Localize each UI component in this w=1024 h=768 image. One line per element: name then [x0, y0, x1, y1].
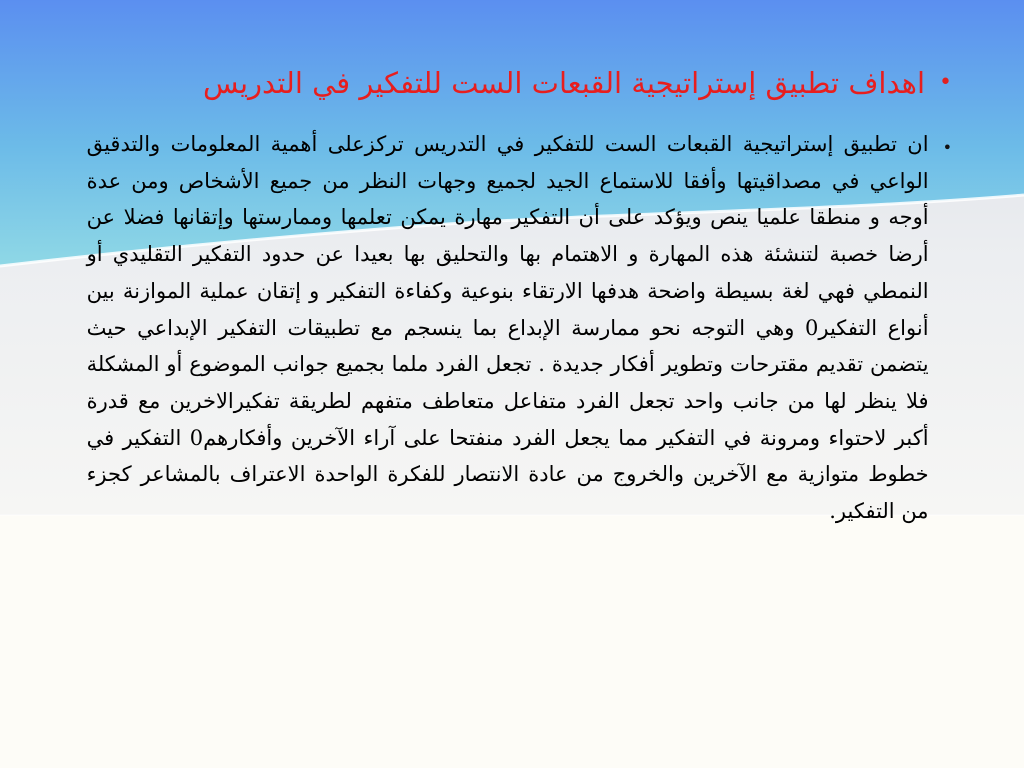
bullet-icon: •: [939, 70, 952, 96]
slide-title: اهداف تطبيق إستراتيجية القبعات الست للتفكير في التدريس: [202, 66, 926, 100]
slide-body-row: [82, 126, 952, 530]
slide-title-row: [72, 66, 952, 101]
slide-paragraph: ان تطبيق إستراتيجية القبعات الست للتفكير في التدريس تركزعلى أهمية المعلومات والتدقيق الواعي في مصداقيتها وأفقا للاستماع الجيد لجميع وجهات النظر من جميع الأشخاص ومن عدة أوجه و منطقا علميا ينص ويؤكد على أن التفكير مهارة يمكن تعلمها وممارستها وإتقانها فضلا عن أرضا خصبة لتنشئة هذه المهارة و الاهتمام بها والتحليق بها بعيدا عن حدود التفكير التقليدي أو النمطي فهي لغة بسيطة واضحة هدفها الارتقاء بنوعية وكفاءة التفكير و إتقان عملية الموازنة بين أنواع التفكير0 وهي التوجه نحو ممارسة الإبداع بما ينسجم مع تطبيقات التفكير الإبداعي حيث يتضمن تقديم مقترحات وتطوير أفكار جديدة . تجعل الفرد ملما بجميع جوانب الموضوع أو المشكلة فلا ينظر لها من جانب واحد تجعل الفرد متفاعل متعاطف متفهم لطريقة تفكيرالاخرين مع قدرة أكبر لاحتواء ومرونة في التفكير مما يجعل الفرد منفتحا على آراء الآخرين وأفكارهم0 التفكير في خطوط متوازية مع الآخرين والخروج من عادة الانتصار للفكرة الواحدة الاعتراف بالمشاعر كجزء من التفكير.: [86, 132, 929, 524]
bullet-icon: •: [942, 138, 952, 157]
